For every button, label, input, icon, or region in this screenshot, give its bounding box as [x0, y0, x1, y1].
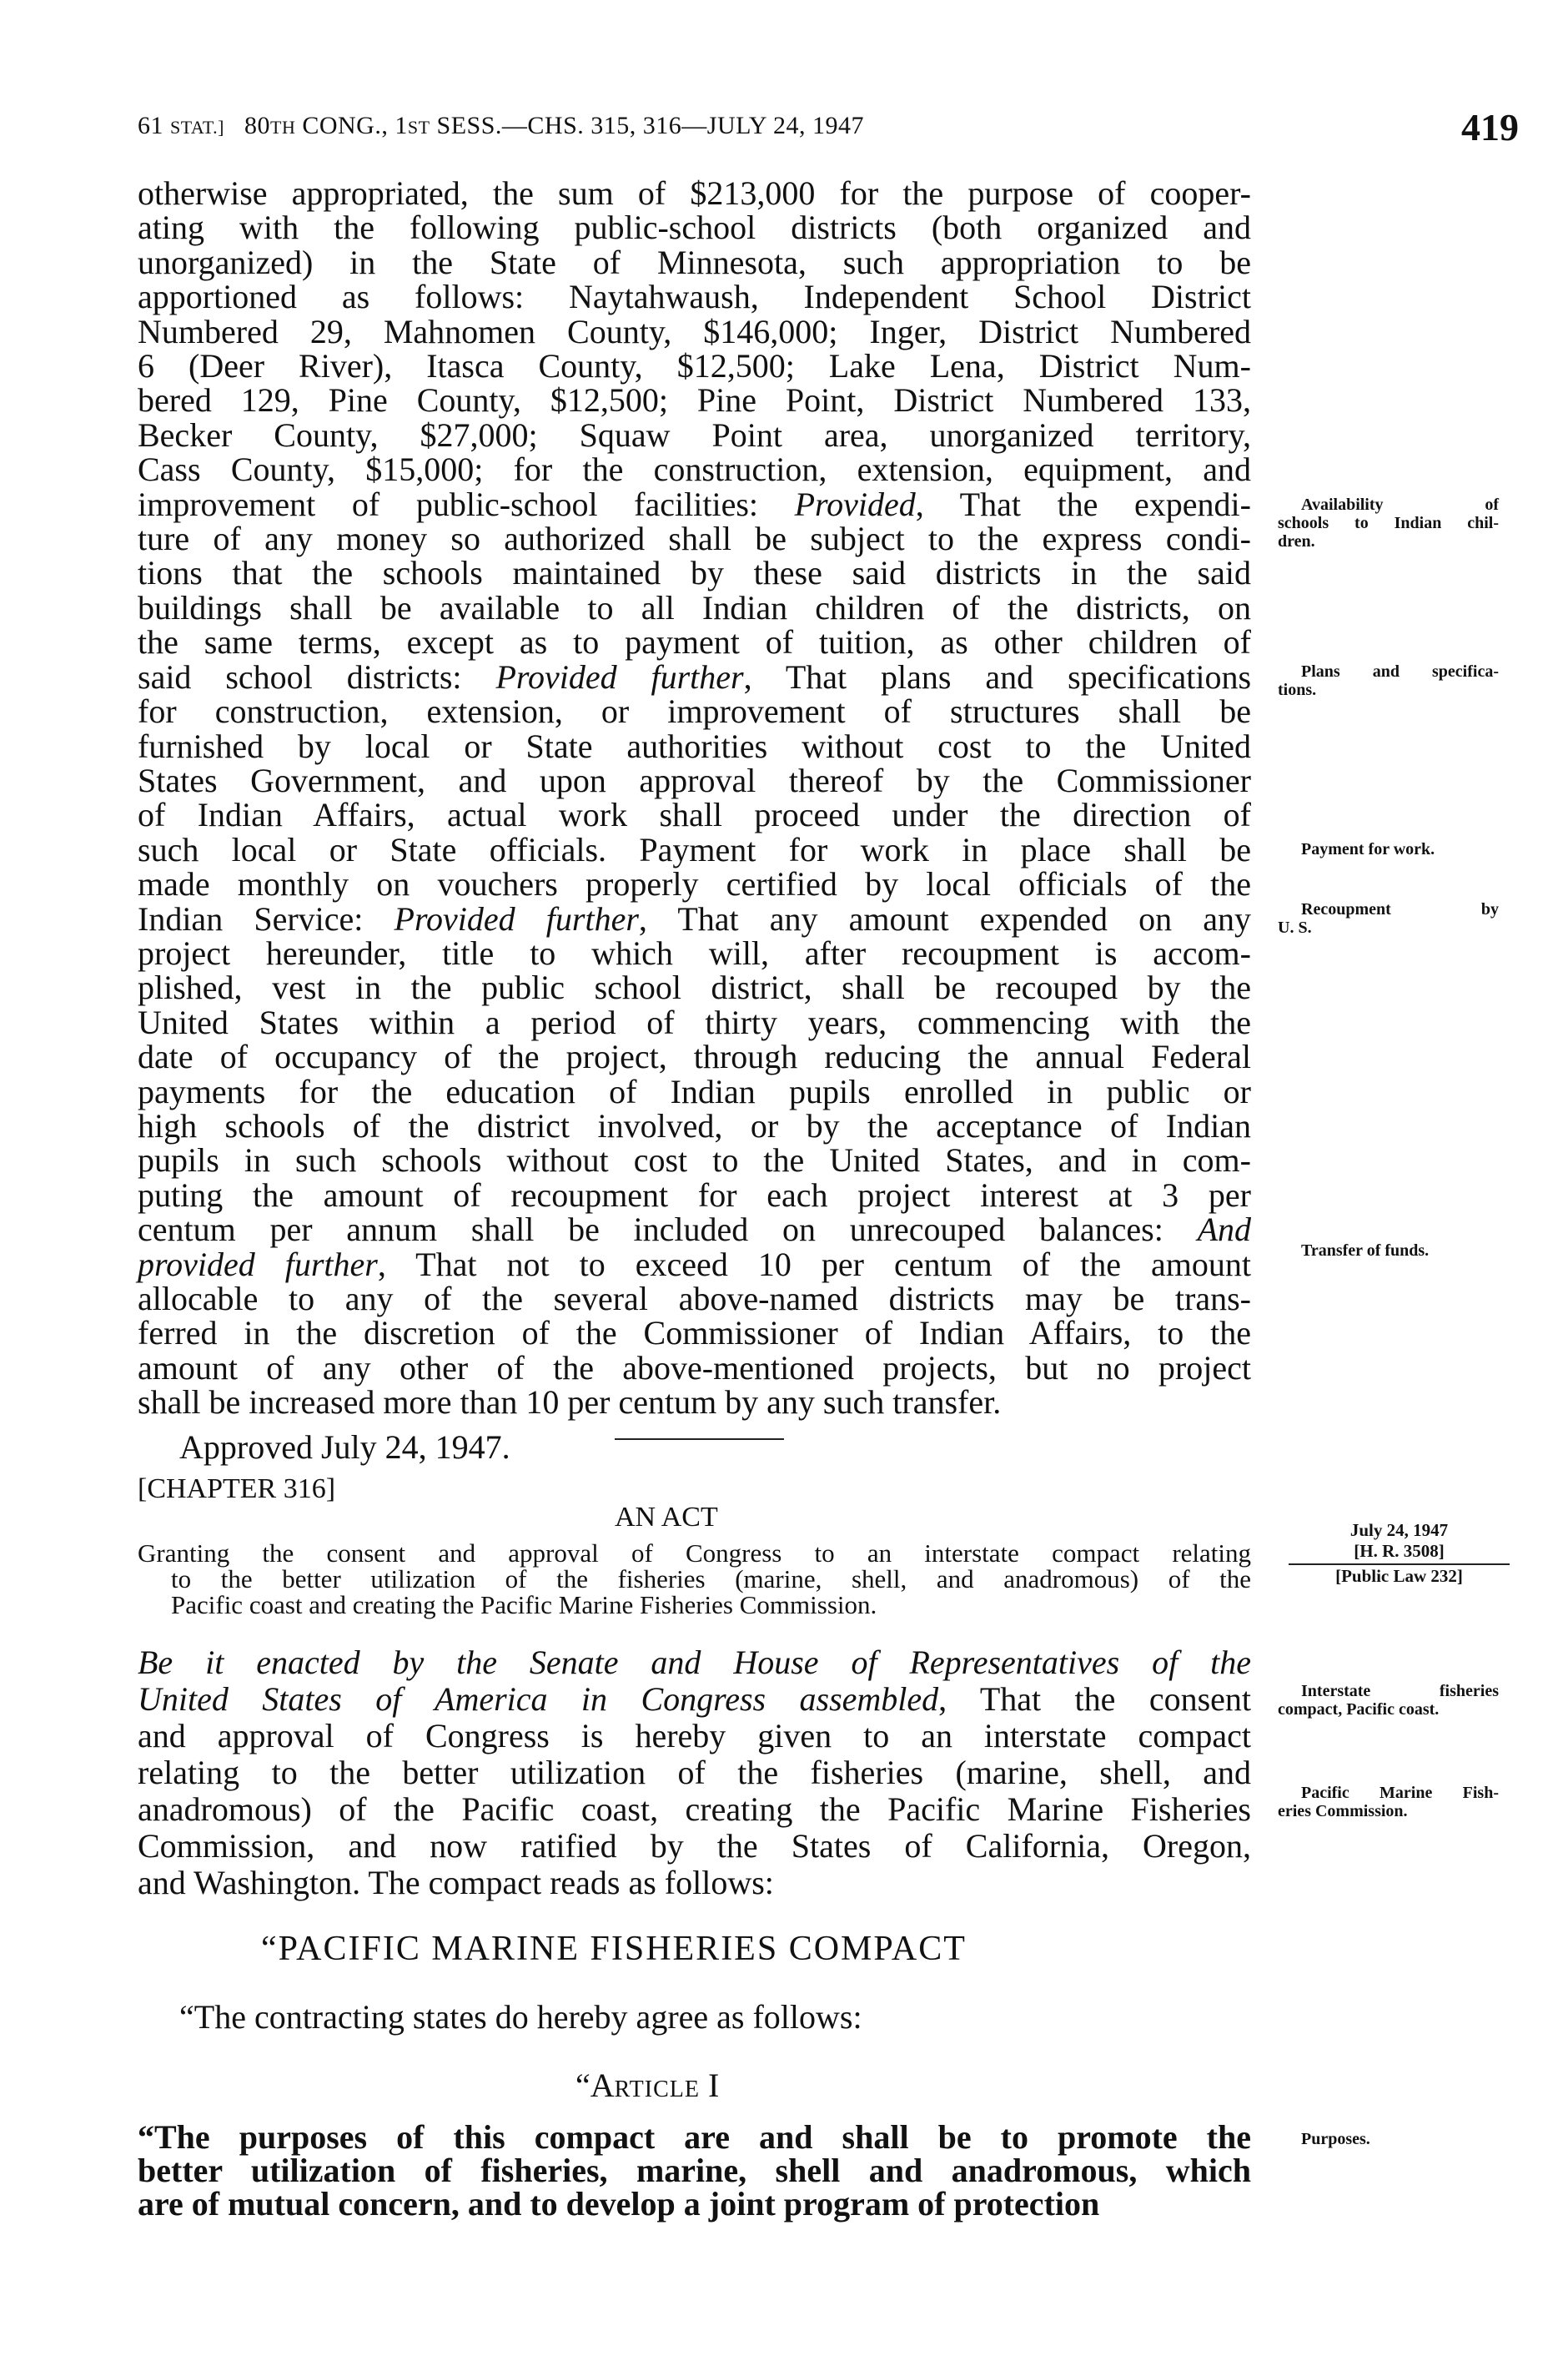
- text-line: furnished by local or State authorities without cost to the United: [138, 727, 1251, 765]
- text-line: [138, 1644, 1251, 1681]
- italic-phrase: provided further: [138, 1245, 378, 1283]
- margin-note-plans: [1278, 662, 1499, 699]
- text-line: to the better utilization of the fisheries (marine, shell, and anadromous) of the: [171, 1564, 1251, 1593]
- margin-note-line: dren.: [1278, 532, 1315, 551]
- margin-date: July 24, 1947: [1349, 1520, 1449, 1540]
- text-line: Commission, and now ratified by the States of California, Oregon,: [138, 1827, 1251, 1865]
- congress-text: CONG., 1: [295, 112, 408, 139]
- text-line: Becker County, $27,000; Squaw Point area, unorganized territory,: [138, 415, 1251, 454]
- text-line: for construction, extension, or improvement of structures shall be: [138, 692, 1251, 731]
- approved-date: Approved July 24, 1947.: [179, 1428, 510, 1466]
- chapter-label: [CHAPTER 316]: [138, 1473, 336, 1504]
- text-line: high schools of the district involved, or by the acceptance of Indian: [138, 1106, 1251, 1145]
- text-line: [138, 1211, 1251, 1249]
- session-suffix: ST: [407, 117, 430, 138]
- text-line: payments for the education of Indian pupils enrolled in public or: [138, 1072, 1251, 1110]
- margin-note-line: Availability of: [1301, 496, 1499, 514]
- text-segment: said school districts:: [138, 657, 496, 696]
- margin-note-line: Transfer of funds.: [1301, 1241, 1430, 1260]
- article-open: “A: [575, 2067, 615, 2104]
- text-line: made monthly on vouchers properly certified by local officials of the: [138, 865, 1251, 904]
- italic-phrase: United States of America in Congress assembled: [138, 1680, 939, 1718]
- text-line: and approval of Congress is hereby given to an interstate compact: [138, 1717, 1251, 1754]
- italic-phrase: Provided further: [394, 899, 639, 938]
- text-line: [138, 1681, 1251, 1718]
- margin-note-transfer: [1278, 1241, 1499, 1260]
- text-segment: , That not to exceed 10 per centum of the amount: [377, 1245, 1251, 1283]
- text-line: shall be increased more than 10 per centum by any such transfer.: [138, 1383, 1002, 1422]
- margin-note-interstate: [1278, 1682, 1499, 1719]
- text-line: unorganized) in the State of Minnesota, such appropriation to be: [138, 243, 1251, 281]
- text-line: ferred in the discretion of the Commissioner of Indian Affairs, to the: [138, 1314, 1251, 1352]
- text-line: buildings shall be available to all Indian children of the districts, on: [138, 588, 1251, 627]
- text-line: [138, 1247, 1251, 1281]
- compact-title: “PACIFIC MARINE FISHERIES COMPACT: [261, 1930, 967, 1968]
- text-line: and Washington. The compact reads as follows:: [138, 1864, 774, 1901]
- text-line: ating with the following public-school districts (both organized and: [138, 209, 1251, 247]
- enacting-clause: [138, 1644, 1251, 1901]
- margin-note-line: compact, Pacific coast.: [1278, 1700, 1440, 1719]
- text-segment: centum per annum shall be included on unrecouped balances:: [138, 1211, 1198, 1249]
- italic-phrase: Be it enacted by the Senate and House of Representatives of the: [138, 1644, 1251, 1681]
- text-line: tions that the schools maintained by these said districts in the said: [138, 554, 1251, 592]
- congress-suffix: TH: [270, 117, 296, 138]
- italic-phrase: Provided further: [495, 657, 744, 696]
- text-line: better utilization of fisheries, marine, shell and anadromous, which: [138, 2152, 1251, 2189]
- italic-phrase: Provided: [794, 485, 916, 523]
- text-segment: , That the expendi-: [915, 485, 1251, 523]
- margin-note-line: eries Commission.: [1278, 1802, 1408, 1820]
- margin-note-line: Plans and specifica-: [1301, 662, 1499, 681]
- margin-note-line: tions.: [1278, 681, 1317, 699]
- text-line: 6 (Deer River), Itasca County, $12,500; Lake Lena, District Num-: [138, 347, 1251, 385]
- section-divider: [615, 1438, 784, 1440]
- text-line: puting the amount of recoupment for each project interest at 3 per: [138, 1175, 1251, 1214]
- article-heading: [575, 2066, 719, 2105]
- margin-note-line: Interstate fisheries: [1301, 1682, 1499, 1700]
- margin-note-line: Payment for work.: [1301, 840, 1435, 858]
- article-numeral: I: [699, 2067, 720, 2104]
- text-line: ture of any money so authorized shall be subject to the express condi-: [138, 520, 1251, 558]
- text-line: plished, vest in the public school district, shall be recouped by the: [138, 969, 1251, 1007]
- margin-bill-number: [H. R. 3508]: [1354, 1541, 1445, 1561]
- paragraph-appropriation: [138, 176, 1251, 1420]
- text-line: Numbered 29, Mahnomen County, $146,000; Inger, District Numbered: [138, 312, 1251, 350]
- text-line: date of occupancy of the project, through reducing the annual Federal: [138, 1038, 1251, 1076]
- text-line: [138, 899, 1252, 938]
- congress: [244, 112, 864, 139]
- text-segment: , That the consent: [938, 1680, 1252, 1718]
- margin-note-line: Purposes.: [1301, 2130, 1370, 2148]
- margin-note-recoupment: [1278, 900, 1499, 937]
- text-line: allocable to any of the several above-named districts may be trans-: [138, 1280, 1251, 1317]
- paragraph-purposes: [138, 2118, 1251, 2223]
- text-line: of Indian Affairs, actual work shall proceed under the direction of: [138, 796, 1251, 834]
- stat: STAT.]: [170, 117, 224, 138]
- text-line: such local or State officials. Payment for work in place shall be: [138, 830, 1251, 868]
- text-segment: , That any amount expended on any: [638, 899, 1252, 938]
- text-line: States Government, and upon approval thereof by the Commissioner: [138, 761, 1251, 799]
- text-segment: improvement of public-school facilities:: [138, 485, 795, 523]
- text-line: amount of any other of the above-mentioned projects, but no project: [138, 1348, 1251, 1387]
- text-line: [138, 487, 1251, 521]
- page-number: 419: [1461, 106, 1519, 149]
- text-segment: , That plans and specifications: [743, 657, 1252, 696]
- text-segment: Indian Service:: [138, 899, 395, 938]
- margin-note-commission: [1278, 1784, 1499, 1820]
- text-line: project hereunder, title to which will, after recoupment is accom-: [138, 934, 1251, 972]
- article-word: RTICLE: [614, 2077, 700, 2102]
- session-text: SESS.—CHS. 315, 316—JULY 24, 1947: [430, 112, 864, 139]
- text-line: pupils in such schools without cost to the United States, and in com-: [138, 1141, 1251, 1180]
- margin-note-line: schools to Indian chil-: [1278, 514, 1499, 532]
- text-line: apportioned as follows: Naytahwaush, Independent School District: [138, 278, 1251, 316]
- text-line: Cass County, $15,000; for the construction, extension, equipment, and: [138, 451, 1251, 489]
- contracting-statement: “The contracting states do hereby agree as follows:: [179, 1998, 862, 2036]
- italic-phrase: And: [1197, 1211, 1251, 1249]
- text-line: anadromous) of the Pacific coast, creating the Pacific Marine Fisheries: [138, 1790, 1251, 1828]
- volume: 61: [138, 112, 163, 139]
- act-description: [138, 1540, 1251, 1618]
- act-heading: AN ACT: [615, 1502, 718, 1533]
- margin-note-line: U. S.: [1278, 919, 1312, 937]
- text-line: United States within a period of thirty years, commencing with the: [138, 1003, 1251, 1041]
- margin-note-payment: [1278, 840, 1499, 858]
- text-line: Granting the consent and approval of Congress to an interstate compact relating: [138, 1538, 1251, 1568]
- text-line: are of mutual concern, and to develop a joint program of protection: [138, 2185, 1100, 2223]
- margin-note-availability: [1278, 496, 1499, 551]
- margin-public-law: [Public Law 232]: [1335, 1566, 1463, 1586]
- text-line: the same terms, except as to payment of tuition, as other children of: [138, 623, 1251, 662]
- running-header: [138, 112, 864, 140]
- text-line: otherwise appropriated, the sum of $213,000 for the purpose of cooper-: [138, 174, 1251, 212]
- text-line: relating to the better utilization of the fisheries (marine, shell, and: [138, 1754, 1251, 1791]
- margin-note-line: Recoupment by: [1301, 900, 1499, 919]
- text-line: bered 129, Pine County, $12,500; Pine Point, District Numbered 133,: [138, 381, 1251, 420]
- text-line: [138, 657, 1252, 696]
- text-line: Pacific coast and creating the Pacific Marine Fisheries Commission.: [171, 1590, 877, 1619]
- margin-note-line: Pacific Marine Fish-: [1301, 1784, 1499, 1802]
- text-line: “The purposes of this compact are and shall be to promote the: [138, 2118, 1251, 2156]
- margin-note-purposes: [1278, 2130, 1499, 2148]
- congress-number: 80: [244, 112, 270, 139]
